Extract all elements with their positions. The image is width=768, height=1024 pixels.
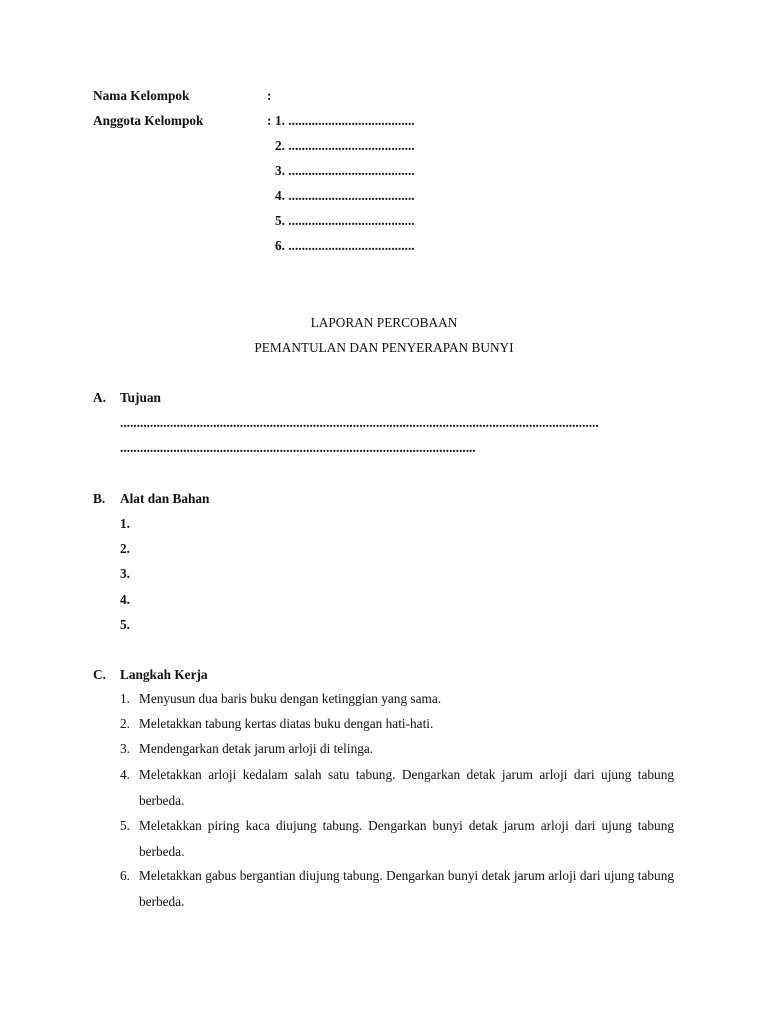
section-a-title: Tujuan (120, 390, 161, 405)
step-text: Menyusun dua baris buku dengan ketinggian yang sama. (139, 691, 442, 706)
step-text: Meletakkan gabus bergantian diujung tabung. Dengarkan bunyi detak jarum arloji dari ujung tabung berbeda. (139, 868, 674, 909)
section-c-letter: C. (93, 667, 106, 682)
member-line: 3. ...................................... (275, 163, 415, 178)
step-item (120, 736, 674, 762)
step-text: Meletakkan arloji kedalam salah satu tabung. Dengarkan detak jarum arloji dari ujung tabung berbeda. (139, 767, 674, 808)
report-title: LAPORAN PERCOBAAN (310, 315, 458, 330)
report-subtitle: PEMANTULAN DAN PENYERAPAN BUNYI (254, 340, 514, 355)
step-number: 5. (120, 818, 130, 833)
alat-item: 1. (120, 516, 130, 531)
alat-item: 2. (120, 541, 130, 556)
section-c-title: Langkah Kerja (120, 667, 208, 682)
step-number: 4. (120, 767, 130, 782)
step-number: 1. (120, 691, 130, 706)
section-b-title: Alat dan Bahan (120, 491, 210, 506)
alat-item: 4. (120, 592, 130, 607)
tujuan-dotted-line: ........................................................................................................... (120, 440, 476, 455)
step-number: 3. (120, 741, 130, 756)
step-text: Meletakkan piring kaca diujung tabung. Dengarkan bunyi detak jarum arloji dari ujung tabung berbeda. (139, 818, 674, 859)
member-line: 1. ...................................... (275, 113, 415, 128)
section-a-letter: A. (93, 390, 106, 405)
step-item (120, 686, 674, 712)
group-name-separator: : (267, 88, 272, 103)
step-number: 6. (120, 868, 130, 883)
members-separator: : (267, 113, 272, 128)
step-text: Meletakkan tabung kertas diatas buku dengan hati-hati. (139, 716, 434, 731)
step-item (120, 863, 674, 914)
step-text: Mendengarkan detak jarum arloji di telinga. (139, 741, 374, 756)
step-item (120, 711, 674, 737)
tujuan-dotted-line: ................................................................................................................................................ (120, 415, 599, 430)
step-item (120, 762, 674, 813)
member-line: 5. ...................................... (275, 213, 415, 228)
alat-item: 5. (120, 617, 130, 632)
group-name-label: Nama Kelompok (93, 88, 190, 103)
member-line: 6. ...................................... (275, 238, 415, 253)
member-line: 4. ...................................... (275, 188, 415, 203)
step-item (120, 813, 674, 864)
member-line: 2. ...................................... (275, 138, 415, 153)
section-b-letter: B. (93, 491, 106, 506)
alat-item: 3. (120, 566, 130, 581)
members-label: Anggota Kelompok (93, 113, 204, 128)
step-number: 2. (120, 716, 130, 731)
